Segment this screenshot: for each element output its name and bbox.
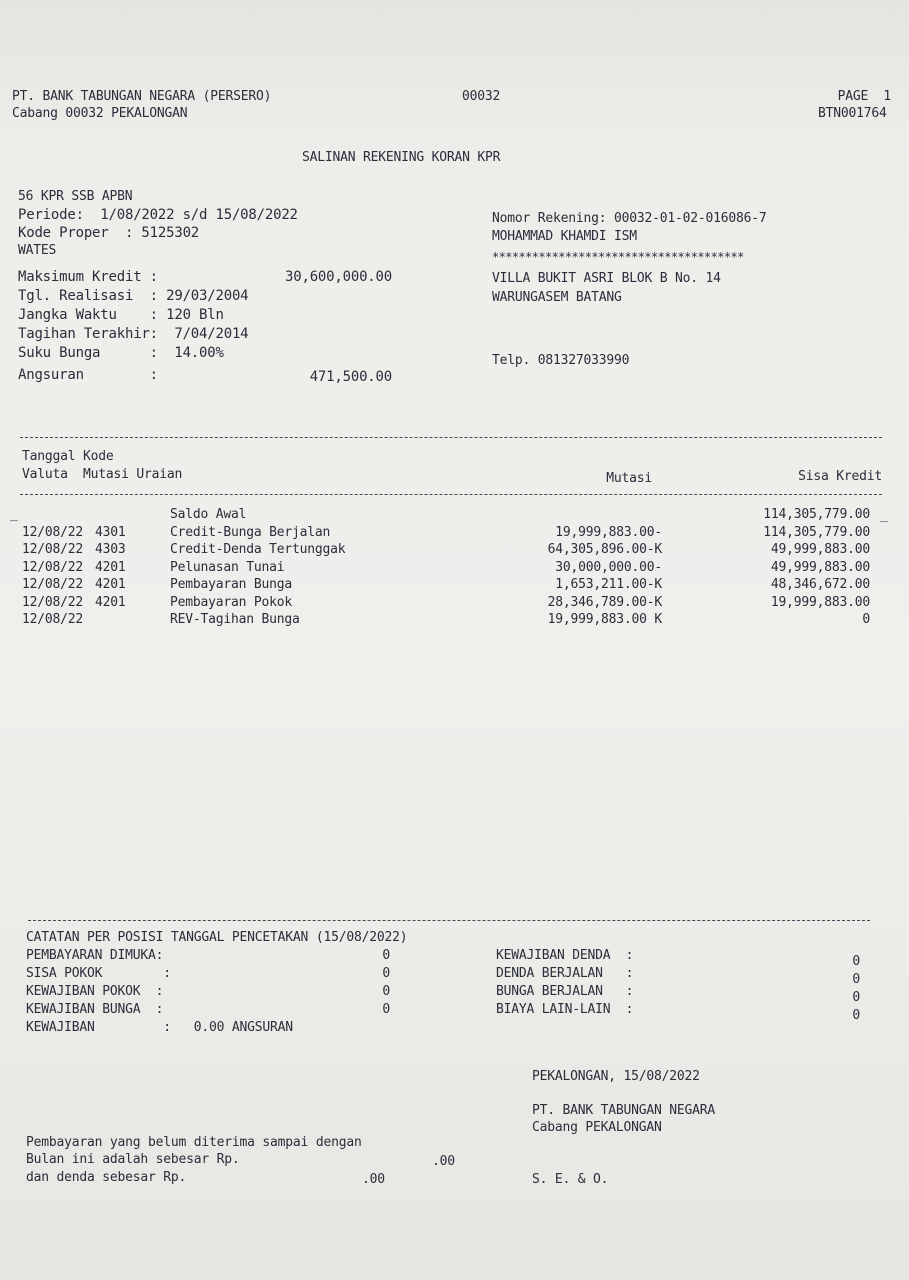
catatan-title: CATATAN PER POSISI TANGGAL PENCETAKAN (15/08/2022) [26,930,408,945]
star-separator: ************************************** [492,250,744,264]
account-holder: MOHAMMAD KHAMDI ISM [492,229,637,244]
program-name: 56 KPR SSB APBN [18,189,133,204]
cell-sisa-kredit: 114,305,779.00 [763,507,870,522]
suku-bunga: Suku Bunga : 14.00% [18,345,224,361]
jangka-waktu: Jangka Waktu : 120 Bln [18,307,224,323]
cell-sisa-kredit: 114,305,779.00 [763,524,870,540]
cell-uraian: Credit-Denda Tertunggak [170,542,346,557]
catatan-right-value: 0 [852,954,860,969]
cell-tanggal: 12/08/22 [22,594,84,610]
cell-kode: 4201 [95,594,126,610]
cell-mutasi: 30,000,000.00- [555,559,662,575]
maks-kredit-value: 30,600,000.00 [285,269,392,285]
cell-tanggal: 12/08/22 [22,612,84,627]
catatan-right-label: BIAYA LAIN-LAIN : [496,1002,634,1017]
table-head-sisa-kredit: Sisa Kredit [798,469,882,484]
table-head-divider [20,494,882,495]
cell-kode: 4201 [95,559,126,575]
note-line-3-value: .00 [362,1172,385,1187]
left-margin-mark: _ [10,507,18,522]
cell-uraian: Credit-Bunga Berjalan [170,524,331,540]
cell-tanggal: 12/08/22 [22,577,84,592]
bank-name: PT. BANK TABUNGAN NEGARA (PERSERO) [12,89,272,104]
cell-uraian: Saldo Awal [170,507,247,522]
cell-uraian: REV-Tagihan Bunga [170,612,300,627]
place-date: PEKALONGAN, 15/08/2022 [532,1069,700,1084]
catatan-left-value: 0 [382,948,390,963]
catatan-left-label: KEWAJIBAN BUNGA : [26,1002,164,1017]
cell-mutasi: 64,305,896.00-K [547,542,662,557]
catatan-right-label: KEWAJIBAN DENDA : [496,948,634,963]
maks-kredit-label: Maksimum Kredit : [18,269,158,285]
right-margin-mark: _ [880,508,888,523]
cell-uraian: Pelunasan Tunai [170,559,285,575]
cell-kode: 4303 [95,542,126,557]
table-head-line2: Valuta Mutasi Uraian [22,467,183,482]
cell-tanggal: 12/08/22 [22,559,84,575]
angsuran-value: 471,500.00 [309,369,392,385]
tgl-realisasi: Tgl. Realisasi : 29/03/2004 [18,288,249,304]
catatan-left-value: 0 [382,984,390,999]
cell-tanggal: 12/08/22 [22,542,84,557]
note-line-3: dan denda sebesar Rp. [26,1170,187,1185]
tagihan-terakhir: Tagihan Terakhir: 7/04/2014 [18,326,249,342]
footer-branch: Cabang PEKALONGAN [532,1120,662,1135]
catatan-right-label: DENDA BERJALAN : [496,966,634,981]
cell-mutasi: 19,999,883.00 K [547,612,662,627]
cell-sisa-kredit: 49,999,883.00 [770,559,870,575]
address-line-1: VILLA BUKIT ASRI BLOK B No. 14 [492,271,721,286]
note-line-2-value: .00 [432,1154,455,1169]
cell-kode: 4201 [95,577,126,592]
document-title: SALINAN REKENING KORAN KPR [302,150,501,165]
periode: Periode: 1/08/2022 s/d 15/08/2022 [18,207,298,223]
catatan-right-value: 0 [852,1008,860,1023]
cell-tanggal: 12/08/22 [22,524,84,540]
catatan-left-value: 0 [382,1002,390,1017]
kode-proper: Kode Proper : 5125302 [18,225,200,241]
seo-disclaimer: S. E. & O. [532,1172,609,1187]
ref-code: BTN001764 [818,106,887,121]
catatan-left-value: 0 [382,966,390,981]
catatan-right-value: 0 [852,990,860,1005]
table-top-divider [20,437,882,438]
catatan-right-value: 0 [852,972,860,987]
table-head-line1: Tanggal Kode [22,449,114,464]
cell-mutasi: 1,653,211.00-K [555,577,662,592]
cell-sisa-kredit: 19,999,883.00 [770,594,870,610]
branch-code: 00032 [462,89,501,104]
cell-sisa-kredit: 48,346,672.00 [770,577,870,592]
catatan-left-label: KEWAJIBAN POKOK : [26,984,164,999]
cell-uraian: Pembayaran Bunga [170,577,293,592]
cell-mutasi: 28,346,789.00-K [547,594,662,610]
phone: Telp. 081327033990 [492,353,630,368]
catatan-left-label: PEMBAYARAN DIMUKA: [26,948,164,963]
catatan-divider [28,920,870,921]
branch-line: Cabang 00032 PEKALONGAN [12,106,188,121]
cell-sisa-kredit: 49,999,883.00 [770,542,870,557]
cell-uraian: Pembayaran Pokok [170,594,293,610]
cell-mutasi: 19,999,883.00- [555,524,662,540]
address-line-2: WARUNGASEM BATANG [492,290,622,305]
angsuran-label: Angsuran : [18,367,158,383]
catatan-left-label: SISA POKOK : [26,966,171,981]
note-line-1: Pembayaran yang belum diterima sampai dengan [26,1135,362,1150]
nomor-rekening: Nomor Rekening: 00032-01-02-016086-7 [492,211,767,226]
note-line-2: Bulan ini adalah sebesar Rp. [26,1152,240,1167]
cell-kode: 4301 [95,524,126,540]
cell-sisa-kredit: 0 [862,612,870,627]
page-label: PAGE 1 [837,89,891,104]
footer-bank: PT. BANK TABUNGAN NEGARA [532,1103,716,1118]
wates-label: WATES [18,243,57,258]
kewajiban-angsuran: KEWAJIBAN : 0.00 ANGSURAN [26,1020,293,1035]
catatan-right-label: BUNGA BERJALAN : [496,984,634,999]
table-head-mutasi: Mutasi [606,471,652,486]
